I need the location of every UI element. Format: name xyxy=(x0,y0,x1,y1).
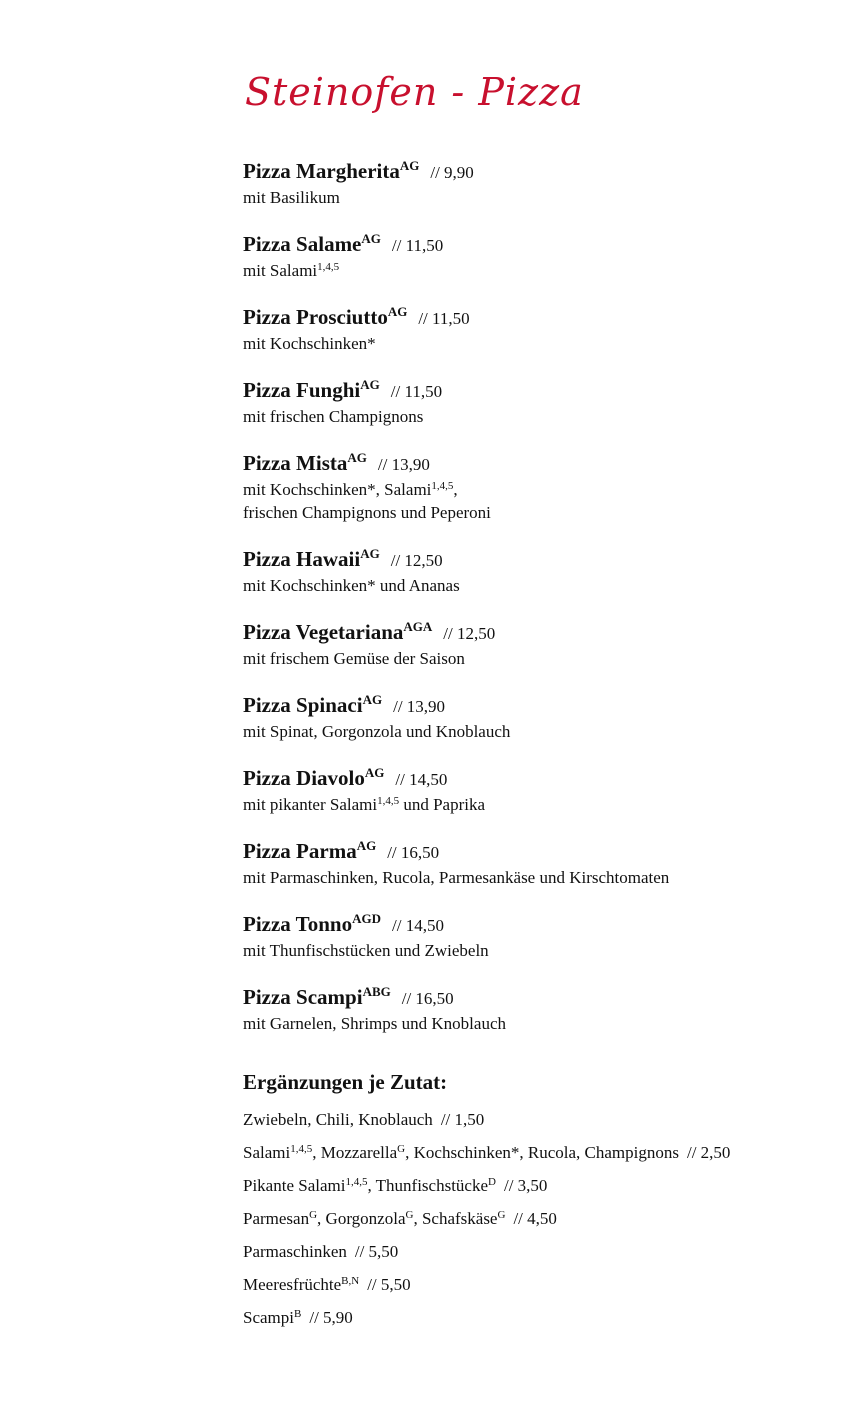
pizza-item xyxy=(243,546,843,597)
pizza-description xyxy=(243,866,843,889)
pizza-price: // 13,90 xyxy=(377,455,430,474)
pizza-item xyxy=(243,304,843,355)
text-segment: , Gorgonzola xyxy=(317,1209,406,1228)
pizza-price: // 14,50 xyxy=(395,770,448,789)
text-segment: mit frischem Gemüse der Saison xyxy=(243,649,465,668)
extras-title: Ergänzungen je Zutat: xyxy=(243,1070,448,1094)
pizza-price: // 12,50 xyxy=(390,551,443,570)
pizza-allergens: AG xyxy=(360,546,380,561)
pizza-name: Pizza Tonno xyxy=(243,912,353,936)
pizza-heading xyxy=(243,546,843,574)
allergen-footnote: G xyxy=(497,1209,506,1221)
pizza-name: Pizza Scampi xyxy=(243,985,363,1009)
pizza-allergens: AG xyxy=(362,692,383,707)
extra-price: // 5,50 xyxy=(367,1275,411,1294)
allergen-footnote: B xyxy=(294,1308,302,1320)
pizza-heading xyxy=(243,619,843,647)
pizza-heading xyxy=(243,911,843,939)
extra-price: // 3,50 xyxy=(503,1176,548,1195)
extra-price: // 4,50 xyxy=(513,1209,557,1228)
pizza-price: // 14,50 xyxy=(392,916,444,935)
pizza-item xyxy=(243,450,843,524)
pizza-allergens: ABG xyxy=(362,984,391,999)
pizza-name: Pizza Parma xyxy=(243,839,357,863)
pizza-name: Pizza Margherita xyxy=(243,159,400,183)
pizza-item xyxy=(243,231,843,282)
extra-price: // 1,50 xyxy=(440,1110,485,1129)
pizza-allergens: AG xyxy=(399,158,420,173)
allergen-footnote: D xyxy=(488,1176,496,1188)
allergen-footnote: B,N xyxy=(341,1275,360,1287)
extra-item xyxy=(243,1136,843,1169)
pizza-description xyxy=(243,574,843,597)
text-segment: frischen Champignons und Peperoni xyxy=(243,503,491,522)
text-segment: mit pikanter Salami xyxy=(243,795,378,814)
text-segment: und Paprika xyxy=(399,795,486,814)
text-segment: , Thunfischstücke xyxy=(367,1176,489,1195)
pizza-description xyxy=(243,793,843,816)
pizza-description xyxy=(243,1012,843,1035)
pizza-allergens: AG xyxy=(356,838,377,853)
pizza-allergens: AG xyxy=(387,304,408,319)
pizza-name: Pizza Spinaci xyxy=(243,693,363,717)
pizza-allergens: AG xyxy=(364,765,385,780)
extra-item xyxy=(243,1235,843,1268)
pizza-description xyxy=(243,939,843,962)
text-segment: mit Kochschinken*, Salami xyxy=(243,480,432,499)
pizza-description xyxy=(243,405,843,428)
text-segment: Zwiebeln, Chili, Knoblauch xyxy=(243,1110,433,1129)
text-segment: mit Kochschinken* und Ananas xyxy=(243,576,460,595)
extra-item xyxy=(243,1202,843,1235)
pizza-item xyxy=(243,838,843,889)
text-segment: Parmesan xyxy=(243,1209,310,1228)
allergen-footnote: 1,4,5 xyxy=(317,261,340,273)
pizza-price: // 11,50 xyxy=(390,382,443,401)
page-title: Steinofen - Pizza xyxy=(245,70,584,114)
allergen-footnote: 1,4,5 xyxy=(377,795,400,807)
pizza-item xyxy=(243,911,843,962)
text-segment: mit Spinat, Gorgonzola und Knoblauch xyxy=(243,722,511,741)
pizza-heading xyxy=(243,838,843,866)
text-segment: , Mozzarella xyxy=(312,1143,398,1162)
pizza-description xyxy=(243,720,843,743)
pizza-heading xyxy=(243,450,843,478)
pizza-name: Pizza Mista xyxy=(243,451,348,475)
text-segment: mit Garnelen, Shrimps und Knoblauch xyxy=(243,1014,506,1033)
extra-item xyxy=(243,1169,843,1202)
pizza-heading xyxy=(243,158,843,186)
pizza-item xyxy=(243,692,843,743)
pizza-price: // 12,50 xyxy=(443,624,496,643)
pizza-allergens: AG xyxy=(361,231,381,246)
allergen-footnote: 1,4,5 xyxy=(345,1176,368,1188)
pizza-item xyxy=(243,765,843,816)
pizza-price: // 9,90 xyxy=(430,163,474,182)
allergen-footnote: 1,4,5 xyxy=(290,1143,313,1155)
pizza-heading xyxy=(243,984,843,1012)
allergen-footnote: G xyxy=(397,1143,406,1155)
pizza-description xyxy=(243,647,843,670)
pizza-price: // 11,50 xyxy=(391,236,444,255)
extra-price: // 5,50 xyxy=(354,1242,399,1261)
pizza-item xyxy=(243,984,843,1035)
allergen-footnote: G xyxy=(309,1209,318,1221)
pizza-price: // 11,50 xyxy=(418,309,470,328)
text-segment: mit Parmaschinken, Rucola, Parmesankäse und Kirschtomaten xyxy=(243,868,670,887)
pizza-allergens: AG xyxy=(360,377,380,392)
pizza-name: Pizza Prosciutto xyxy=(243,305,388,329)
pizza-allergens: AG xyxy=(347,450,367,465)
pizza-price: // 16,50 xyxy=(401,989,454,1008)
pizza-description xyxy=(243,259,843,282)
pizza-price: // 16,50 xyxy=(387,843,440,862)
text-segment: , xyxy=(453,480,458,499)
pizza-name: Pizza Hawaii xyxy=(243,547,361,571)
text-segment: Pikante Salami xyxy=(243,1176,346,1195)
pizza-description xyxy=(243,332,843,355)
pizza-name: Pizza Diavolo xyxy=(243,766,365,790)
pizza-name: Pizza Funghi xyxy=(243,378,361,402)
pizza-heading xyxy=(243,765,843,793)
pizza-heading xyxy=(243,304,843,332)
pizza-description xyxy=(243,478,843,524)
pizza-heading xyxy=(243,377,843,405)
text-segment: Parmaschinken xyxy=(243,1242,347,1261)
text-segment: mit Salami xyxy=(243,261,318,280)
extra-price: // 2,50 xyxy=(686,1143,731,1162)
menu-page xyxy=(243,62,843,1334)
text-segment: mit Kochschinken* xyxy=(243,334,376,353)
pizza-name: Pizza Vegetariana xyxy=(243,620,404,644)
pizza-allergens: AGD xyxy=(352,911,382,926)
allergen-footnote: 1,4,5 xyxy=(431,480,454,492)
pizza-item xyxy=(243,158,843,209)
pizza-heading xyxy=(243,231,843,259)
pizza-allergens: AGA xyxy=(403,619,433,634)
text-segment: mit Basilikum xyxy=(243,188,340,207)
text-segment: , Schafskäse xyxy=(413,1209,498,1228)
text-segment: Salami xyxy=(243,1143,291,1162)
text-segment: mit frischen Champignons xyxy=(243,407,424,426)
pizza-heading xyxy=(243,692,843,720)
extra-item xyxy=(243,1301,843,1334)
pizza-item xyxy=(243,377,843,428)
extra-item xyxy=(243,1103,843,1136)
text-segment: Scampi xyxy=(243,1308,294,1327)
pizza-name: Pizza Salame xyxy=(243,232,362,256)
text-segment: , Kochschinken*, Rucola, Champignons xyxy=(405,1143,679,1162)
pizza-price: // 13,90 xyxy=(393,697,446,716)
allergen-footnote: G xyxy=(405,1209,414,1221)
text-segment: Meeresfrüchte xyxy=(243,1275,342,1294)
extras-list xyxy=(243,1103,843,1334)
pizza-list xyxy=(243,158,843,1035)
extra-item xyxy=(243,1268,843,1301)
extra-price: // 5,90 xyxy=(309,1308,353,1327)
text-segment: mit Thunfischstücken und Zwiebeln xyxy=(243,941,489,960)
pizza-item xyxy=(243,619,843,670)
pizza-description xyxy=(243,186,843,209)
